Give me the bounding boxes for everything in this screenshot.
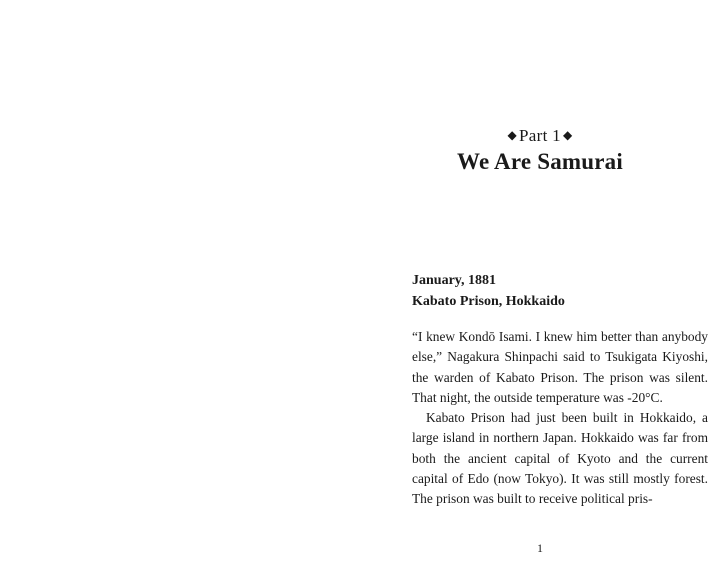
page-number: 1 <box>537 541 543 555</box>
part-label-text: Part 1 <box>519 126 561 145</box>
diamond-ornament-icon: ◆ <box>507 128 518 142</box>
diamond-ornament-icon: ◆ <box>562 128 573 142</box>
part-label <box>360 126 720 146</box>
dateline-date: January, 1881 <box>412 273 497 288</box>
part-title: We Are Samurai <box>457 149 623 174</box>
paragraph: Kabato Prison had just been built in Hokkaido, a large island in northern Japan. Hokkaido was far from both the ancient capital of Kyoto and the current capital of Edo (now Tokyo). It was still mostly forest. The prison was built to receive political pris- <box>412 410 708 507</box>
paragraph: “I knew Kondō Isami. I knew him better than anybody else,” Nagakura Shinpachi said to Tsukigata Kiyoshi, the warden of Kabato Prison. The prison was silent. That night, the outside temperature was -20°C. <box>412 329 708 405</box>
body-text <box>412 327 708 510</box>
right-page <box>360 0 720 578</box>
dateline-place: Kabato Prison, Hokkaido <box>412 294 565 309</box>
dateline <box>412 270 565 312</box>
